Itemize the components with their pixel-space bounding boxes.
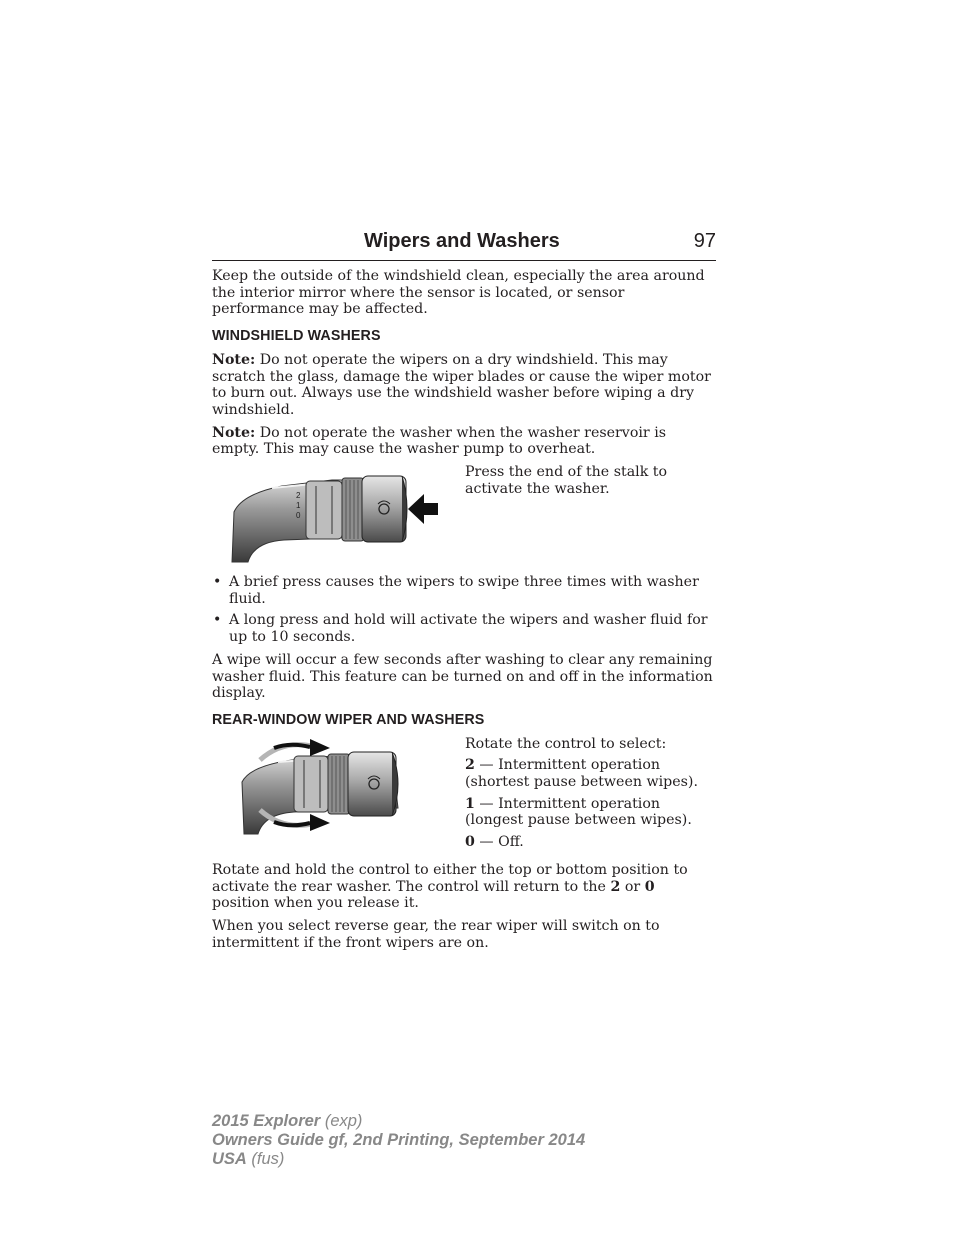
option-0 <box>465 834 716 851</box>
footer-guide: Owners Guide gf, 2nd Printing, September 2014 <box>212 1131 586 1149</box>
option-text: — Intermittent operation (shortest pause between wipes). <box>465 757 698 791</box>
rear-wiper-stalk-illustration <box>212 736 465 836</box>
footer-guide-line <box>212 1131 585 1150</box>
washer-bullet-list <box>212 574 716 646</box>
footer-model-line <box>212 1112 585 1131</box>
paragraph-text: or <box>620 878 645 895</box>
note-empty-reservoir <box>212 425 716 458</box>
option-text: — Intermittent operation (longest pause between wipes). <box>465 795 692 829</box>
list-item-text: A brief press causes the wipers to swipe three times with washer fluid. <box>229 574 699 607</box>
option-key: 1 <box>465 795 475 812</box>
rotate-hold-paragraph <box>212 862 716 912</box>
page-title: Wipers and Washers <box>364 230 560 252</box>
list-item-text: A long press and hold will activate the wipers and washer fluid for up to 10 seconds. <box>229 612 708 646</box>
intro-paragraph: Keep the outside of the windshield clean, especially the area around the interior mirror where the sensor is located, or sensor performance may be affected. <box>212 268 705 318</box>
position-label-1: 1 <box>296 501 301 511</box>
option-1 <box>465 796 716 829</box>
footer-region-code: (fus) <box>246 1150 285 1168</box>
note-text: Do not operate the washer when the washer reservoir is empty. This may cause the washer pump to overheat. <box>212 424 667 458</box>
paragraph-text: Rotate and hold the control to either the top or bottom position to activate the rear washer. The control will return to the <box>212 861 688 895</box>
bullet-icon: • <box>213 574 222 591</box>
washer-figure-caption <box>465 464 716 502</box>
page-header <box>212 229 716 261</box>
rear-wiper-options <box>465 736 716 856</box>
press-arrow-icon <box>408 494 438 524</box>
list-item <box>212 574 716 607</box>
footer-region-line <box>212 1150 585 1169</box>
rear-wiper-figure-row <box>212 736 716 856</box>
note-label: Note: <box>212 351 256 368</box>
footer-model-code: (exp) <box>320 1112 363 1130</box>
list-item <box>212 612 716 645</box>
wipe-after-washing-paragraph: A wipe will occur a few seconds after washing to clear any remaining washer fluid. This feature can be turned on and off in the information display. <box>212 651 713 702</box>
washer-stalk-illustration <box>212 464 465 564</box>
page-content <box>212 268 716 957</box>
option-2 <box>465 757 716 790</box>
page-footer <box>212 1112 585 1169</box>
paragraph-text: position when you release it. <box>212 895 419 912</box>
position-key: 0 <box>644 878 655 895</box>
bullet-icon: • <box>213 612 222 629</box>
windshield-washers-heading: WINDSHIELD WASHERS <box>212 328 381 345</box>
footer-model: 2015 Explorer <box>212 1112 321 1130</box>
option-key: 2 <box>465 757 475 774</box>
option-key: 0 <box>465 834 475 851</box>
note-text: Do not operate the wipers on a dry windshield. This may scratch the glass, damage the wiper blades or cause the wiper motor to burn out. Always use the windshield washer before wiping a dry windshield. <box>212 351 711 418</box>
page-number: 97 <box>693 230 716 252</box>
footer-region: USA <box>212 1150 247 1168</box>
washer-figure-row <box>212 464 716 564</box>
rear-wiper-heading: REAR-WINDOW WIPER AND WASHERS <box>212 711 485 728</box>
rotate-intro: Rotate the control to select: <box>465 735 667 752</box>
reverse-gear-paragraph: When you select reverse gear, the rear wiper will switch on to intermittent if the front wipers are on. <box>212 917 660 951</box>
position-label-2: 2 <box>296 491 301 501</box>
position-label-0: 0 <box>296 511 301 521</box>
option-text: — Off. <box>474 834 524 851</box>
note-label: Note: <box>212 424 256 441</box>
position-key: 2 <box>610 878 621 895</box>
washer-caption-text: Press the end of the stalk to activate the washer. <box>465 464 668 497</box>
note-dry-windshield <box>212 352 716 419</box>
